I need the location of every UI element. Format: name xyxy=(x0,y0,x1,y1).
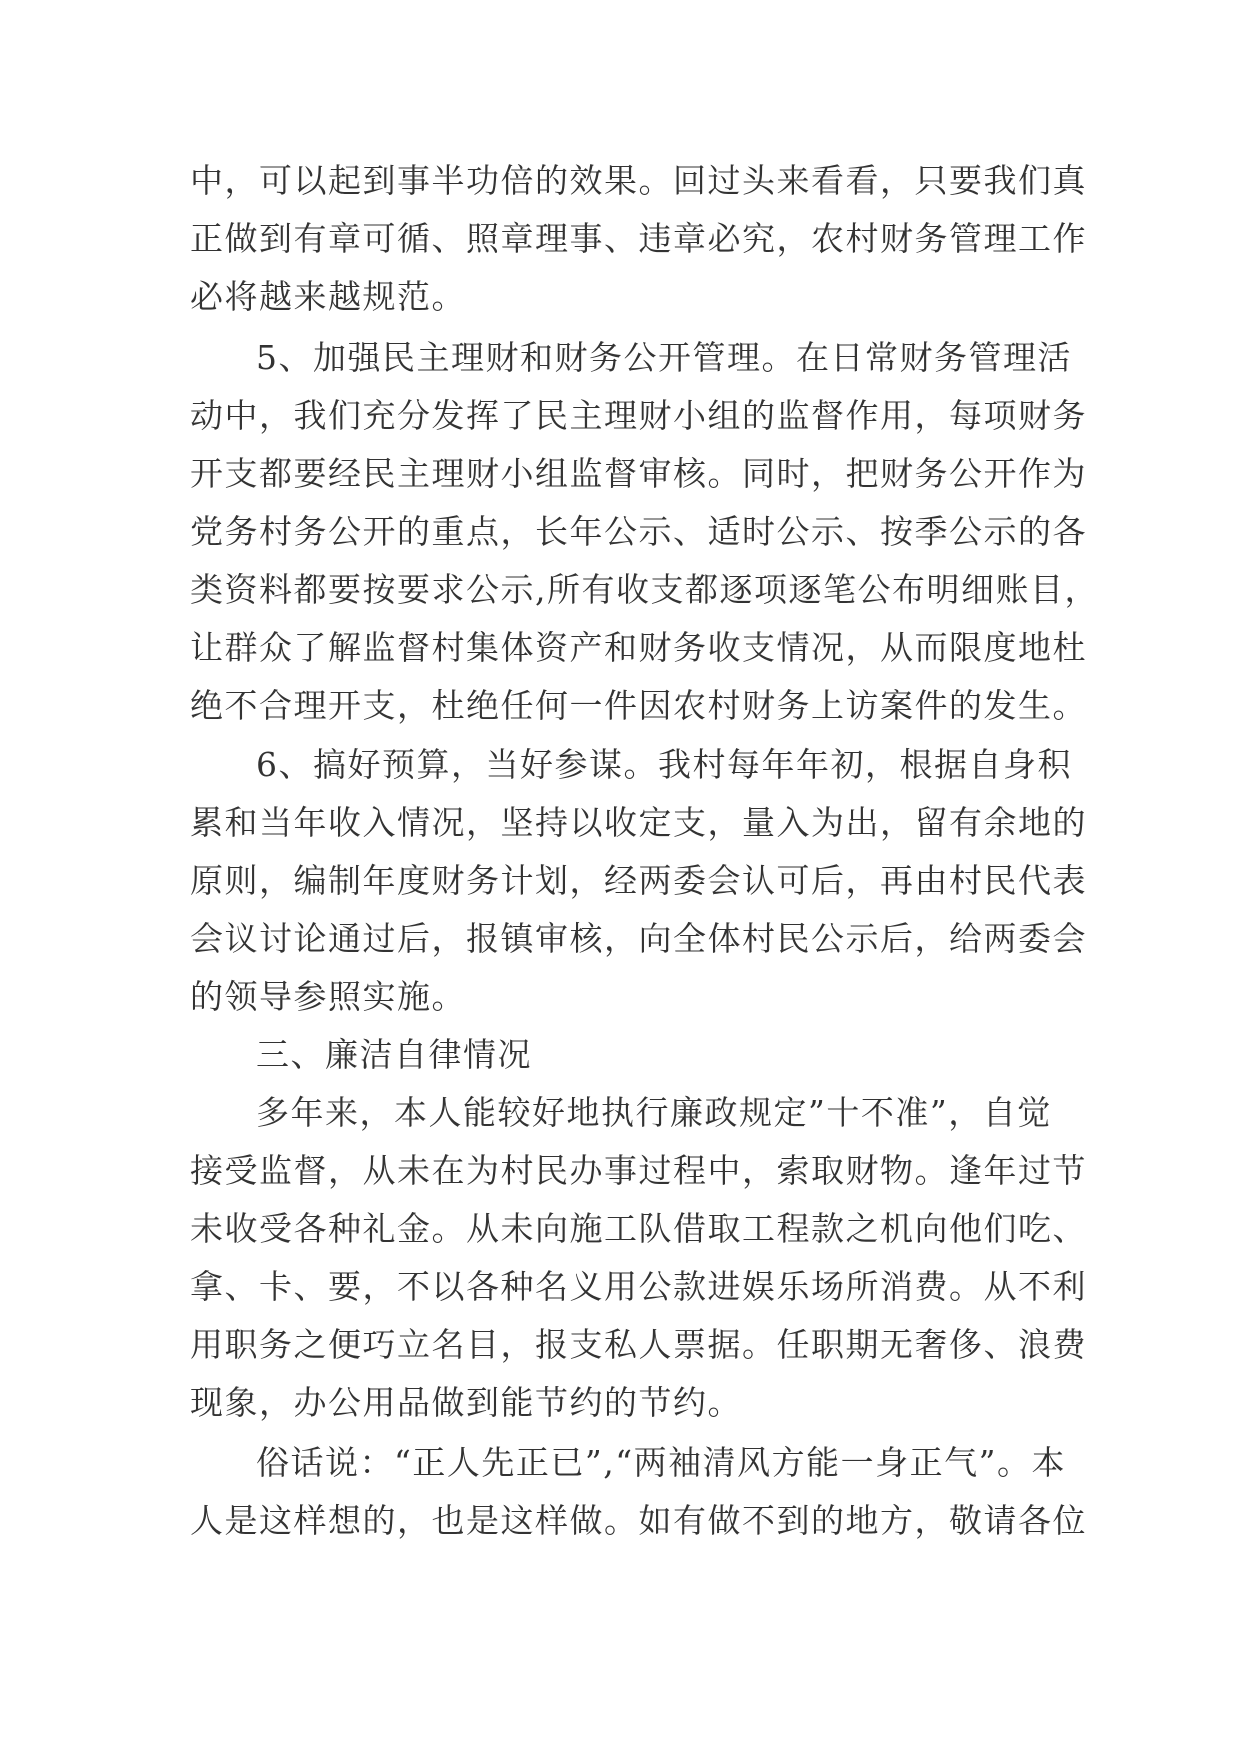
text-line: 正做到有章可循、照章理事、违章必究，农村财务管理工作 xyxy=(190,219,1087,258)
text-line: 会议讨论通过后，报镇审核，向全体村民公示后，给两委会 xyxy=(190,919,1087,958)
text-line: 中，可以起到事半功倍的效果。回过头来看看，只要我们真 xyxy=(190,161,1087,200)
text-line: 党务村务公开的重点，长年公示、适时公示、按季公示的各 xyxy=(190,512,1087,551)
text-line: 多年来，本人能较好地执行廉政规定”十不准”，自觉 xyxy=(256,1093,1052,1132)
text-line: 拿、卡、要，不以各种名义用公款进娱乐场所消费。从不利 xyxy=(190,1267,1087,1306)
text-line: 必将越来越规范。 xyxy=(190,277,466,316)
text-line: 开支都要经民主理财小组监督审核。同时，把财务公开作为 xyxy=(190,454,1087,493)
text-line: 原则，编制年度财务计划，经两委会认可后，再由村民代表 xyxy=(190,861,1087,900)
text-line: 动中，我们充分发挥了民主理财小组的监督作用，每项财务 xyxy=(190,396,1087,435)
text-line: 类资料都要按要求公示,所有收支都逐项逐笔公布明细账目， xyxy=(190,570,1099,609)
text-line: 现象，办公用品做到能节约的节约。 xyxy=(190,1383,742,1422)
text-line: 的领导参照实施。 xyxy=(190,977,466,1016)
text-line: 5、加强民主理财和财务公开管理。在日常财务管理活 xyxy=(256,338,1072,377)
text-line: 未收受各种礼金。从未向施工队借取工程款之机向他们吃、 xyxy=(190,1209,1087,1248)
text-line: 累和当年收入情况，坚持以收定支，量入为出，留有余地的 xyxy=(190,803,1087,842)
text-line: 接受监督，从未在为村民办事过程中，索取财物。逢年过节 xyxy=(190,1151,1087,1190)
text-line: 用职务之便巧立名目，报支私人票据。任职期无奢侈、浪费 xyxy=(190,1325,1087,1364)
text-line: 俗话说：“正人先正已”,“两袖清风方能一身正气”。本 xyxy=(256,1443,1066,1482)
text-line: 6、搞好预算，当好参谋。我村每年年初，根据自身积 xyxy=(256,745,1072,784)
text-line: 绝不合理开支，杜绝任何一件因农村财务上访案件的发生。 xyxy=(190,686,1087,725)
text-line: 让群众了解监督村集体资产和财务收支情况，从而限度地杜 xyxy=(190,628,1087,667)
text-line: 人是这样想的，也是这样做。如有做不到的地方，敬请各位 xyxy=(190,1501,1087,1540)
section-heading: 三、廉洁自律情况 xyxy=(256,1035,532,1074)
